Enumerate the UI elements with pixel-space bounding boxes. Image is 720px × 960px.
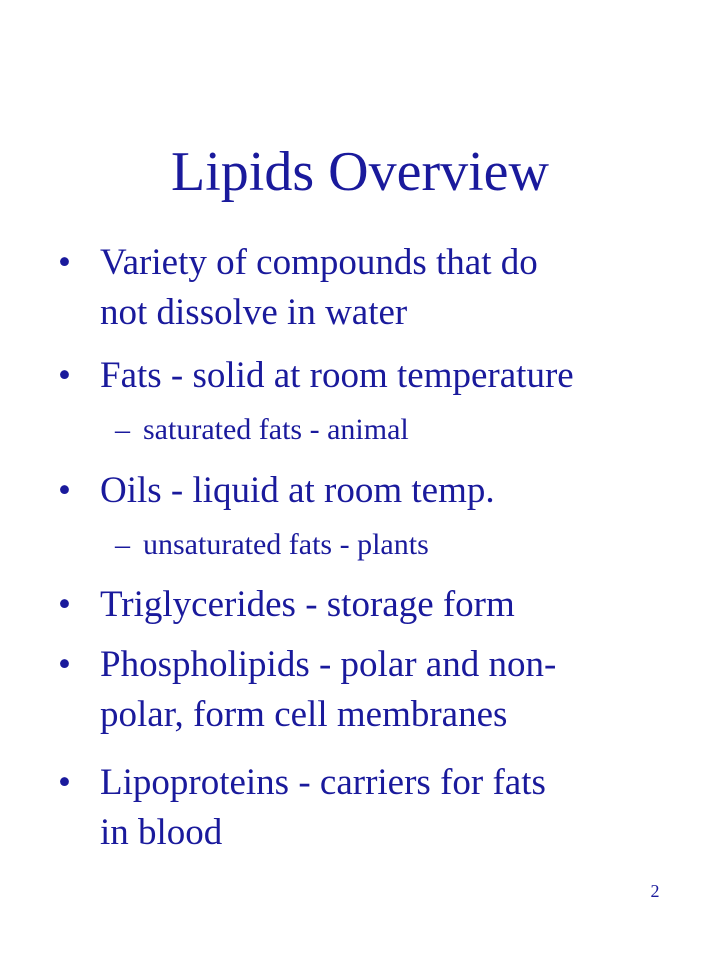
bullet-dot-icon: • xyxy=(58,355,71,396)
bullet-text-line: Variety of compounds that do xyxy=(100,242,538,283)
bullet-dot-icon: • xyxy=(58,644,71,685)
sub-bullet-dash-icon: – xyxy=(115,528,130,561)
bullet-item xyxy=(58,351,680,401)
bullet-text-line: Lipoproteins - carriers for fats xyxy=(100,762,546,803)
bullet-item xyxy=(58,640,680,740)
bullet-dot-icon: • xyxy=(58,470,71,511)
bullet-text-line: Triglycerides - storage form xyxy=(100,584,515,625)
sub-bullet-text: saturated fats - animal xyxy=(143,413,409,446)
bullet-text-line: Oils - liquid at room temp. xyxy=(100,470,495,511)
slide-number: 2 xyxy=(650,881,660,901)
bullet-item xyxy=(58,758,680,858)
bullet-item xyxy=(58,466,680,516)
slide-title: Lipids Overview xyxy=(171,141,549,203)
bullet-item xyxy=(58,580,680,630)
bullet-dot-icon: • xyxy=(58,762,71,803)
bullet-text-line: in blood xyxy=(100,812,223,853)
bullet-dot-icon: • xyxy=(58,242,71,283)
bullet-dot-icon: • xyxy=(58,584,71,625)
bullet-text-line: Fats - solid at room temperature xyxy=(100,355,574,396)
sub-bullet-dash-icon: – xyxy=(115,413,130,446)
bullet-text-line: polar, form cell membranes xyxy=(100,694,508,735)
sub-bullet-item xyxy=(115,412,683,448)
sub-bullet-text: unsaturated fats - plants xyxy=(143,528,429,561)
bullet-item xyxy=(58,238,680,338)
bullet-text-line: not dissolve in water xyxy=(100,292,408,333)
sub-bullet-item xyxy=(115,527,683,563)
bullet-text-line: Phospholipids - polar and non- xyxy=(100,644,557,685)
